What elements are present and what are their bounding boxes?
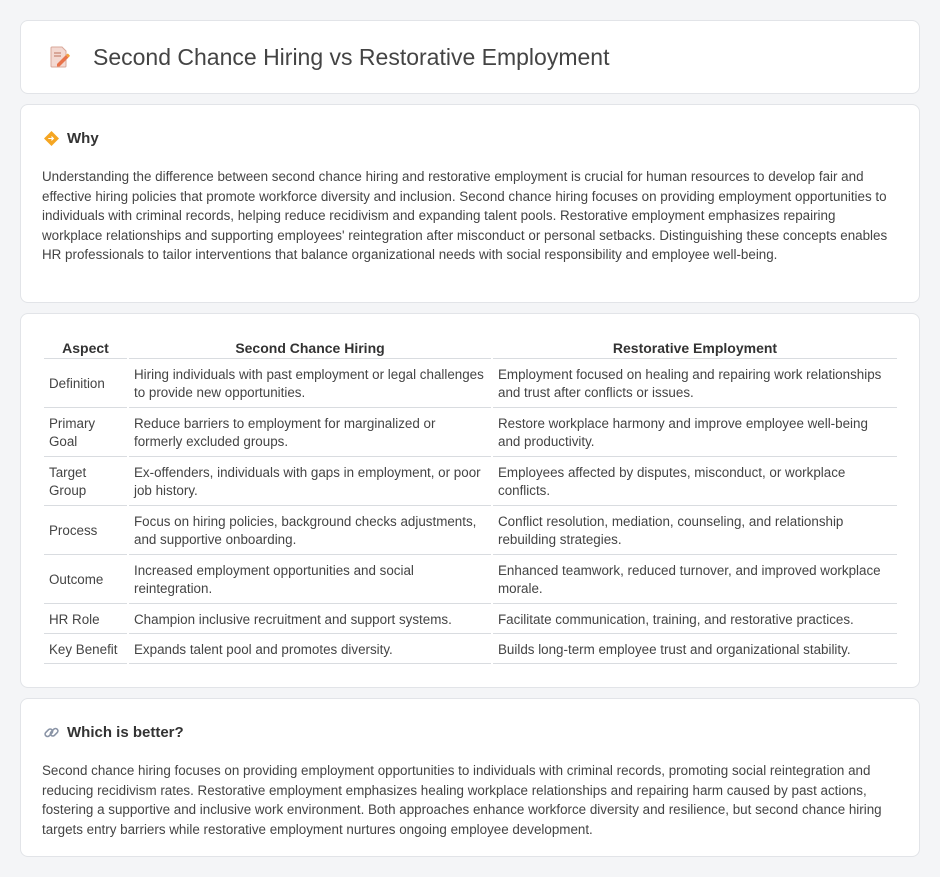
table-row	[44, 457, 897, 506]
aspect-cell: HR Role	[44, 604, 127, 634]
restorative-cell: Restore workplace harmony and improve employee well-being and productivity.	[493, 408, 897, 457]
restorative-cell: Employment focused on healing and repairing work relationships and trust after conflicts or issues.	[493, 359, 897, 408]
better-header	[21, 699, 919, 743]
aspect-cell: Target Group	[44, 457, 127, 506]
link-icon	[43, 724, 60, 741]
restorative-cell: Enhanced teamwork, reduced turnover, and improved workplace morale.	[493, 555, 897, 604]
second-chance-cell: Expands talent pool and promotes diversity.	[129, 634, 491, 664]
better-text: Second chance hiring focuses on providing employment opportunities to individuals with criminal records, promoting social reintegration and reducing recidivism rates. Restorative employment emphasizes healing workplace relationships and repairing harm caused by past actions, fostering a supportive and inclusive work environment. Both approaches enhance workforce diversity and resilience, but second chance hiring targets entry barriers while restorative employment nurtures ongoing employee development.	[42, 763, 882, 837]
table-row	[44, 408, 897, 457]
header-second-chance: Second Chance Hiring	[129, 335, 491, 359]
title-row	[21, 21, 919, 93]
table-row	[44, 359, 897, 408]
second-chance-cell: Reduce barriers to employment for marginalized or formerly excluded groups.	[129, 408, 491, 457]
restorative-cell: Employees affected by disputes, misconduct, or workplace conflicts.	[493, 457, 897, 506]
better-card	[20, 698, 920, 857]
restorative-cell: Builds long-term employee trust and organizational stability.	[493, 634, 897, 664]
comparison-table	[42, 335, 899, 664]
document-pencil-icon	[47, 45, 71, 69]
aspect-cell: Outcome	[44, 555, 127, 604]
table-row	[44, 555, 897, 604]
why-card	[20, 104, 920, 303]
table-header-row	[44, 335, 897, 359]
diamond-arrow-icon	[43, 130, 60, 147]
second-chance-cell: Champion inclusive recruitment and support systems.	[129, 604, 491, 634]
restorative-cell: Conflict resolution, mediation, counseling, and relationship rebuilding strategies.	[493, 506, 897, 555]
comparison-card	[20, 313, 920, 688]
aspect-cell: Definition	[44, 359, 127, 408]
why-heading: Why	[67, 129, 99, 147]
why-header	[21, 105, 919, 149]
why-text: Understanding the difference between second chance hiring and restorative employment is crucial for human resources to develop fair and effective hiring policies that promote workforce diversity and inclusion. Second chance hiring focuses on providing employment opportunities to individuals with criminal records, helping reduce recidivism and expanding talent pools. Restorative employment emphasizes repairing workplace relationships and supporting employees' reintegration after misconduct or personal setbacks. Distinguishing these concepts enables HR professionals to tailor interventions that balance organizational needs with social responsibility and employee well-being.	[42, 169, 888, 263]
table-row	[44, 506, 897, 555]
aspect-cell: Primary Goal	[44, 408, 127, 457]
header-restorative: Restorative Employment	[493, 335, 897, 359]
title-card	[20, 20, 920, 94]
second-chance-cell: Hiring individuals with past employment or legal challenges to provide new opportunities.	[129, 359, 491, 408]
header-aspect: Aspect	[44, 335, 127, 359]
better-heading: Which is better?	[67, 723, 184, 741]
second-chance-cell: Increased employment opportunities and social reintegration.	[129, 555, 491, 604]
restorative-cell: Facilitate communication, training, and restorative practices.	[493, 604, 897, 634]
page-title: Second Chance Hiring vs Restorative Employment	[93, 43, 610, 70]
aspect-cell: Key Benefit	[44, 634, 127, 664]
second-chance-cell: Ex-offenders, individuals with gaps in employment, or poor job history.	[129, 457, 491, 506]
second-chance-cell: Focus on hiring policies, background checks adjustments, and supportive onboarding.	[129, 506, 491, 555]
aspect-cell: Process	[44, 506, 127, 555]
table-row	[44, 634, 897, 664]
table-row	[44, 604, 897, 634]
